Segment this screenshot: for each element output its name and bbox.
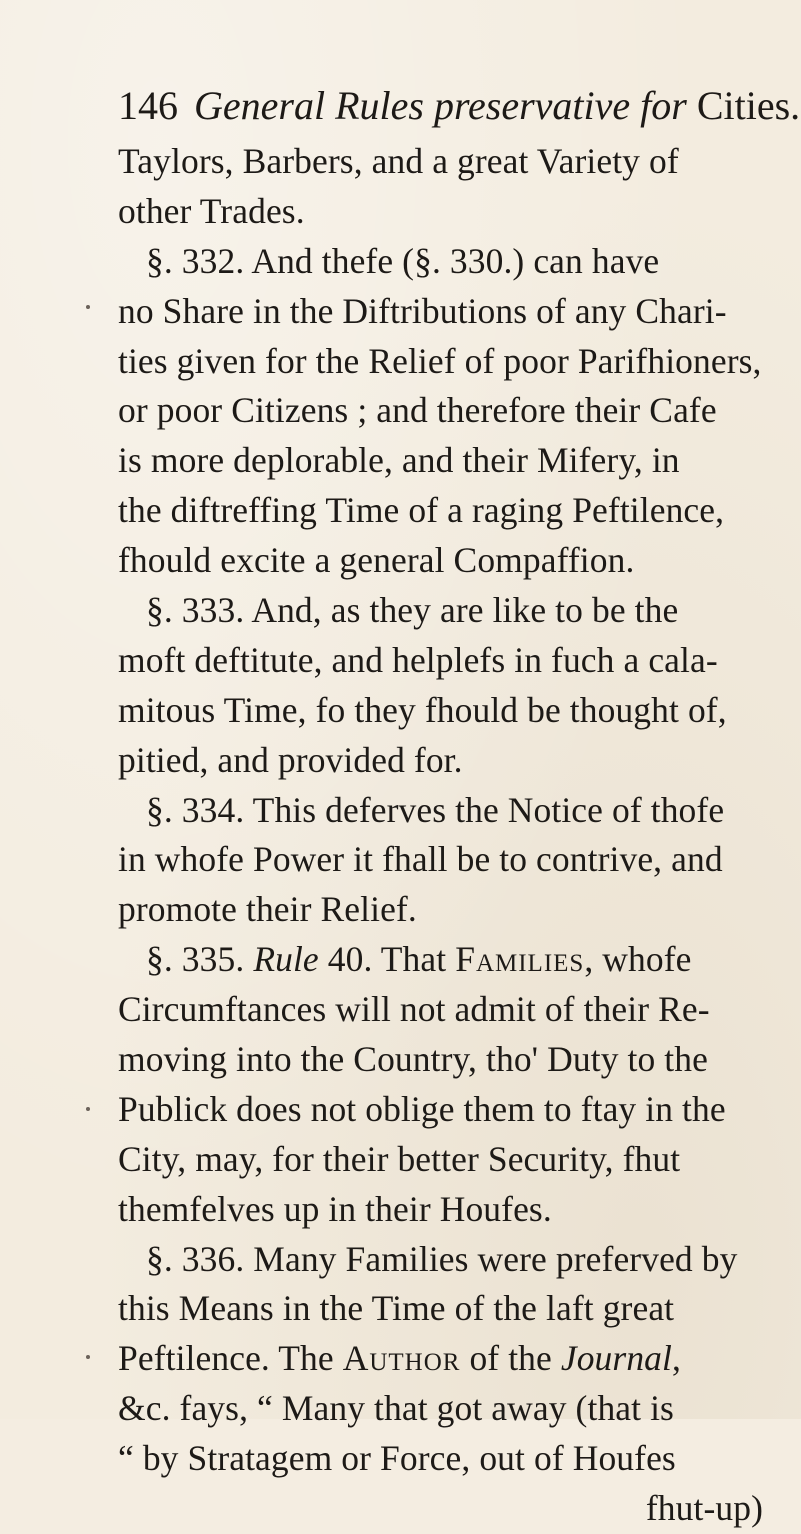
- margin-speck: [86, 305, 90, 309]
- section-333-start: §. 333. And, as they are like to be the: [146, 590, 679, 631]
- section-332-start: §. 332. And thefe (§. 330.) can have: [146, 240, 660, 281]
- text-line: in whofe Power it fhall be to contrive, and: [118, 839, 723, 880]
- text-line: themfelves up in their Houfes.: [118, 1188, 552, 1229]
- rule-number: 40. That: [318, 939, 456, 980]
- margin-speck: [86, 1107, 90, 1111]
- families-small-caps: Families: [455, 939, 585, 980]
- text-line: pitied, and provided for.: [118, 739, 463, 780]
- text-line: &c. fays, “ Many that got away (that is: [118, 1388, 674, 1429]
- section-335-prefix: §. 335.: [146, 939, 254, 980]
- text-line: no Share in the Diftributions of any Chari-: [118, 290, 727, 331]
- running-header: [118, 82, 801, 130]
- text-line: City, may, for their better Security, fhut: [118, 1138, 681, 1179]
- page-number: 146: [118, 83, 178, 128]
- text-line: or poor Citizens ; and therefore their Cafe: [118, 390, 717, 431]
- margin-speck: [86, 1355, 90, 1359]
- journal-title: Journal: [560, 1338, 672, 1379]
- author-line-prefix: Peftilence. The: [118, 1338, 343, 1379]
- catchword: fhut-up): [645, 1488, 763, 1529]
- section-336-start: §. 336. Many Families were preferved by: [146, 1238, 738, 1279]
- text-line: mitous Time, fo they fhould be thought of,: [118, 689, 727, 730]
- text-line: is more deplorable, and their Mifery, in: [118, 440, 680, 481]
- author-small-caps: Author: [342, 1338, 461, 1379]
- text-line: the diftreffing Time of a raging Peftilence,: [118, 490, 725, 531]
- text-line: fhould excite a general Compaffion.: [118, 540, 635, 581]
- rule-label: Rule: [253, 939, 319, 980]
- text-line: moft deftitute, and helplefs in fuch a cala-: [118, 639, 718, 680]
- section-334-start: §. 334. This deferves the Notice of thofe: [146, 789, 725, 830]
- author-line-suffix: ,: [671, 1338, 681, 1379]
- text-line: this Means in the Time of the laft great: [118, 1288, 675, 1329]
- text-line: promote their Relief.: [118, 889, 417, 930]
- text-line: other Trades.: [118, 190, 305, 231]
- text-line: Circumftances will not admit of their Re-: [118, 989, 710, 1030]
- text-line: moving into the Country, tho' Duty to the: [118, 1039, 708, 1080]
- text-line: Publick does not oblige them to ftay in the: [118, 1088, 726, 1129]
- text-line: “ by Stratagem or Force, out of Houfes: [118, 1438, 676, 1479]
- author-line-middle: of the: [460, 1338, 561, 1379]
- section-335-start: [118, 935, 763, 985]
- rule-line-suffix: , whofe: [584, 939, 692, 980]
- running-title: General Rules preservative for: [194, 83, 687, 128]
- text-line: ties given for the Relief of poor Parifhioners,: [118, 340, 762, 381]
- body-text: [118, 137, 763, 1534]
- text-line: Taylors, Barbers, and a great Variety of: [118, 141, 679, 181]
- author-line: [118, 1334, 763, 1384]
- running-title-end: Cities.: [696, 83, 801, 128]
